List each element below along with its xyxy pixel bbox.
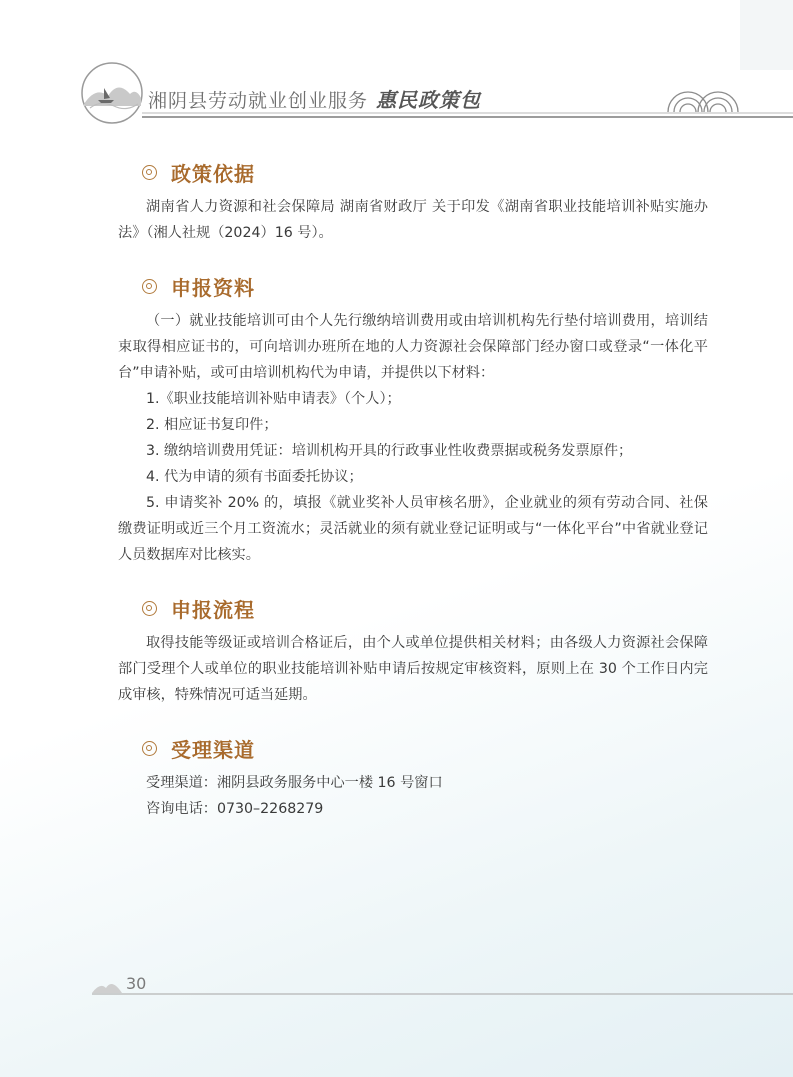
section-title: 申报资料 xyxy=(171,275,255,300)
page-number: 30 xyxy=(126,974,147,993)
paragraph: （一）就业技能培训可由个人先行缴纳培训费用或由培训机构先行垫付培训费用，培训结束取得相应证书的，可向培训办班所在地的人力资源社会保障部门经办窗口或登录“一体化平台”申请补贴，或可由培训机构代为申请，并提供以下材料： xyxy=(118,313,708,381)
section-heading xyxy=(118,268,708,304)
section-title: 政策依据 xyxy=(171,161,255,186)
section-heading xyxy=(118,590,708,626)
section-heading xyxy=(118,154,708,190)
header-slogan: 惠民政策包 xyxy=(376,88,482,112)
section-policy-basis xyxy=(118,154,708,246)
mountain-icon xyxy=(92,984,122,993)
circle-bullet-icon xyxy=(142,165,157,180)
service-location: 受理渠道：湘阴县政务服务中心一楼 16 号窗口 xyxy=(146,775,443,791)
wave-pattern xyxy=(668,92,738,112)
consult-phone: 咨询电话：0730–2268279 xyxy=(146,801,324,817)
list-item: 5. 申请奖补 20% 的，填报《就业奖补人员审核名册》，企业就业的须有劳动合同、社保缴费证明或近三个月工资流水；灵活就业的须有就业登记证明或与“一体化平台”中省就业登记人员数据库对比核实。 xyxy=(118,495,708,563)
list-item: 1.《职业技能培训补贴申请表》（个人）； xyxy=(146,391,401,407)
list-item: 4. 代为申请的须有书面委托协议； xyxy=(146,469,363,485)
circle-bullet-icon xyxy=(142,741,157,756)
section-title: 申报流程 xyxy=(171,597,255,622)
list-item: 3. 缴纳培训费用凭证：培训机构开具的行政事业性收费票据或税务发票原件； xyxy=(146,443,633,459)
header-decoration xyxy=(0,0,793,140)
page-footer xyxy=(0,960,793,1020)
section-application-materials xyxy=(118,268,708,568)
paragraph: 取得技能等级证或培训合格证后，由个人或单位提供相关材料；由各级人力资源社会保障部门受理个人或单位的职业技能培训补贴申请后按规定审核资料，原则上在 30 个工作日内完成审核，特殊情况可适当延期。 xyxy=(118,635,708,703)
section-service-channel xyxy=(118,730,708,822)
page-header xyxy=(0,0,793,140)
footer-decoration xyxy=(0,960,793,1020)
circle-bullet-icon xyxy=(142,279,157,294)
circle-bullet-icon xyxy=(142,601,157,616)
page-content xyxy=(118,152,708,844)
header-title-text: 湘阴县劳动就业创业服务 xyxy=(148,90,369,112)
list-item: 2. 相应证书复印件； xyxy=(146,417,278,433)
header-title xyxy=(148,84,481,113)
section-heading xyxy=(118,730,708,766)
section-application-process xyxy=(118,590,708,708)
paragraph: 湖南省人力资源和社会保障局 湖南省财政厅 关于印发《湖南省职业技能培训补贴实施办法》（湘人社规（2024）16 号）。 xyxy=(118,199,708,241)
section-title: 受理渠道 xyxy=(171,737,255,762)
